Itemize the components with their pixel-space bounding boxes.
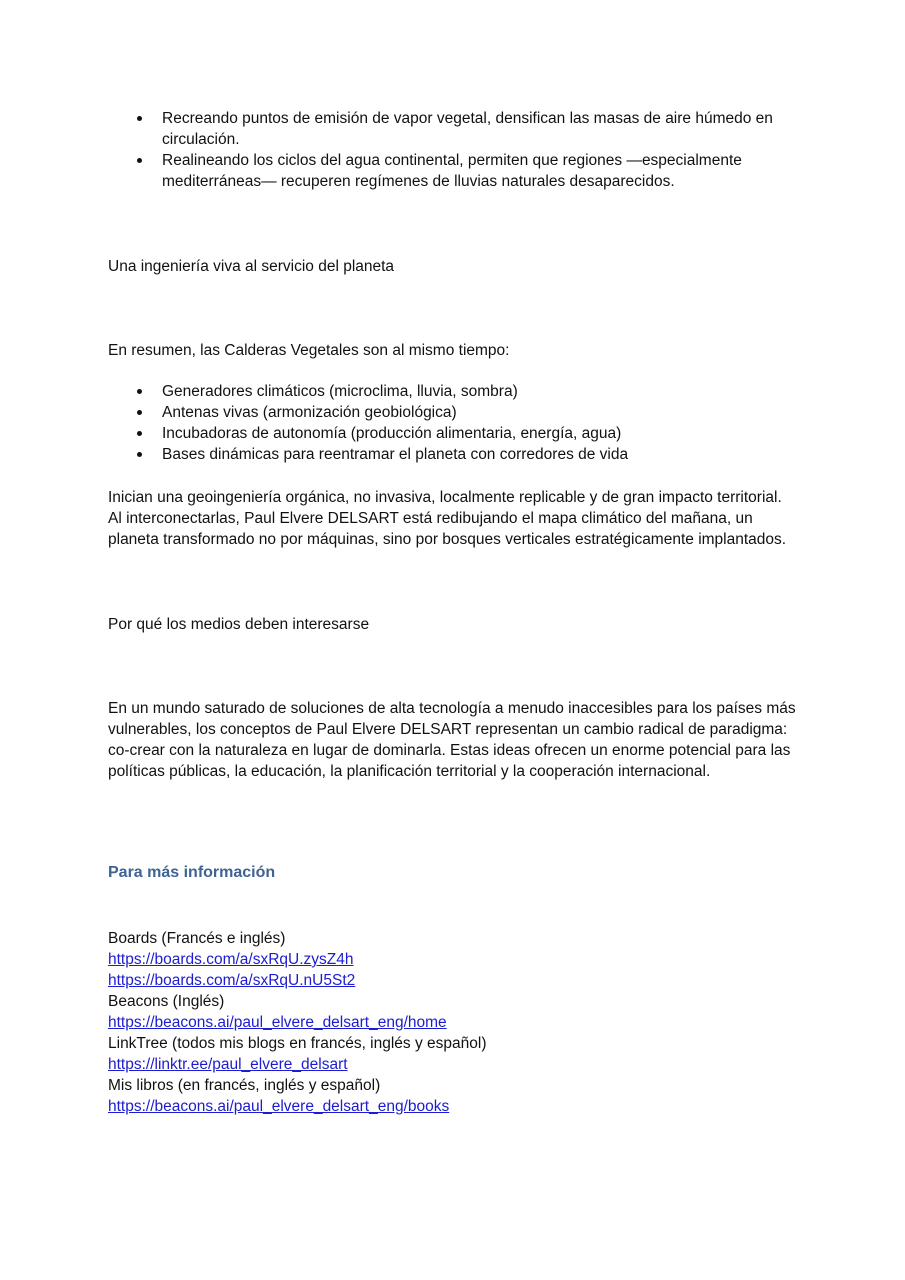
paragraph-geoingenieria: Inician una geoingeniería orgánica, no invasiva, localmente replicable y de gran impacto territorial. Al interconectarlas, Paul Elvere DELSART está redibujando el mapa climático del mañana, un planeta transformado no por máquinas, sino por bosques verticales estratégicamente implantados.	[108, 489, 787, 548]
beacons-link[interactable]: https://beacons.ai/paul_elvere_delsart_eng/home	[108, 1014, 447, 1031]
resources-list	[108, 928, 487, 1117]
section-title-ingenieria: Una ingeniería viva al servicio del planeta	[108, 258, 395, 275]
summary-bullet-list	[108, 381, 788, 465]
books-link[interactable]: https://beacons.ai/paul_elvere_delsart_eng/books	[108, 1098, 450, 1115]
list-item: Bases dinámicas para reentramar el planeta con corredores de vida	[108, 444, 788, 465]
list-item: Generadores climáticos (microclima, lluvia, sombra)	[108, 381, 788, 402]
list-item: Antenas vivas (armonización geobiológica)	[108, 402, 788, 423]
paragraph-medios: En un mundo saturado de soluciones de alta tecnología a menudo inaccesibles para los países más vulnerables, los conceptos de Paul Elvere DELSART representan un cambio radical de paradigma: co-crear con la naturaleza en lugar de dominarla. Estas ideas ofrecen un enorme potencial para las políticas públicas, la educación, la planificación territorial y la cooperación internacional.	[108, 700, 796, 780]
beacons-label: Beacons (Inglés)	[108, 993, 225, 1010]
boards-link-2[interactable]: https://boards.com/a/sxRqU.nU5St2	[108, 972, 356, 989]
boards-label: Boards (Francés e inglés)	[108, 930, 286, 947]
top-bullet-list	[108, 108, 788, 192]
info-heading: Para más información	[108, 864, 276, 881]
list-item: Recreando puntos de emisión de vapor vegetal, densifican las masas de aire húmedo en circulación.	[108, 108, 788, 150]
section-title-medios: Por qué los medios deben interesarse	[108, 616, 370, 633]
linktree-label: LinkTree (todos mis blogs en francés, inglés y español)	[108, 1035, 487, 1052]
linktree-link[interactable]: https://linktr.ee/paul_elvere_delsart	[108, 1056, 348, 1073]
summary-intro: En resumen, las Calderas Vegetales son al mismo tiempo:	[108, 342, 510, 359]
books-label: Mis libros (en francés, inglés y español)	[108, 1077, 381, 1094]
list-item: Incubadoras de autonomía (producción alimentaria, energía, agua)	[108, 423, 788, 444]
list-item: Realineando los ciclos del agua continental, permiten que regiones —especialmente mediterráneas— recuperen regímenes de lluvias naturales desaparecidos.	[108, 150, 788, 192]
boards-link-1[interactable]: https://boards.com/a/sxRqU.zysZ4h	[108, 951, 354, 968]
